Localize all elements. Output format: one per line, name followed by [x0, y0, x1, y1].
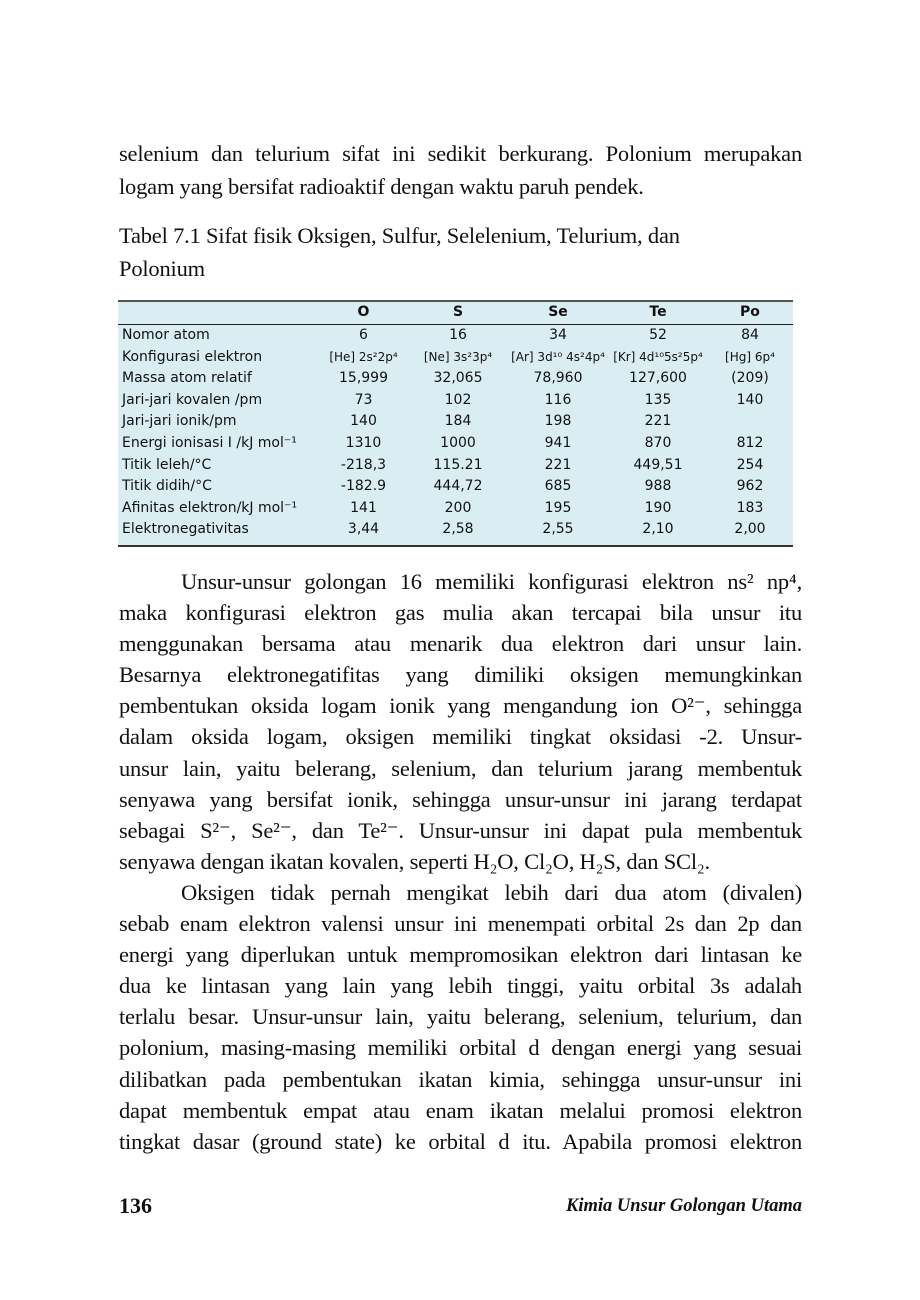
table-row: [118, 411, 793, 433]
cell: 870: [644, 434, 672, 451]
cell: [Hg] 6p⁴: [725, 349, 775, 364]
text-line: maka konfigurasi elektron gas mulia akan tercapai bila unsur itu: [119, 600, 802, 626]
text-line: dalam oksida logam, oksigen memiliki tingkat oksidasi -2. Unsur-: [119, 724, 802, 750]
text-line: senyawa yang bersifat ionik, sehingga unsur-unsur ini jarang terdapat: [119, 786, 802, 812]
cell: 190: [644, 499, 672, 516]
cell: 184: [444, 413, 472, 430]
cell: [Kr] 4d¹⁰5s²5p⁴: [613, 349, 703, 364]
header-cell-empty: [118, 302, 318, 325]
cell: 812: [736, 434, 764, 451]
text-line: dua ke lintasan yang lain yang lebih tinggi, yaitu orbital 3s adalah: [119, 973, 802, 999]
properties-table-grid: [118, 302, 793, 541]
text-line: tingkat dasar (ground state) ke orbital d itu. Apabila promosi elektron: [119, 1128, 802, 1154]
cell: [Ar] 3d¹⁰ 4s²4p⁴: [511, 349, 605, 364]
row-label: Afinitas elektron/kJ mol⁻¹: [122, 499, 298, 516]
cell: 2,00: [734, 521, 766, 538]
header-cell-se: Se: [507, 302, 609, 325]
text-line: dilibatkan pada pembentukan ikatan kimia, sehingga unsur-unsur ini: [119, 1066, 802, 1092]
text-line: Oksigen tidak pernah mengikat lebih dari dua atom (divalen): [181, 879, 802, 905]
cell: 941: [544, 434, 572, 451]
paragraph-oxygen-valence: [119, 877, 802, 1157]
cell: [Ne] 3s²3p⁴: [423, 349, 493, 364]
table-row: [118, 325, 793, 347]
cell: 34: [549, 327, 567, 343]
cell: [He] 2s²2p⁴: [329, 349, 398, 364]
cell: 3,44: [347, 521, 380, 538]
cell: 183: [736, 499, 764, 516]
text-line: Unsur-unsur golongan 16 memiliki konfigurasi elektron ns² np⁴,: [181, 569, 802, 594]
intro-paragraph: [119, 137, 802, 203]
row-label: Titik didih/°C: [122, 478, 212, 495]
cell: 84: [741, 327, 759, 343]
cell: 127,600: [629, 370, 687, 387]
cell: 115.21: [433, 456, 483, 473]
header-cell-s: S: [409, 302, 507, 325]
text-line: energi yang diperlukan untuk mempromosikan elektron dari lintasan ke: [119, 942, 802, 968]
caption-line: Tabel 7.1 Sifat fisik Oksigen, Sulfur, Selelenium, Telurium, dan: [119, 223, 680, 248]
table-caption: [119, 219, 802, 285]
text-line: terlalu besar. Unsur-unsur lain, yaitu belerang, selenium, telurium, dan: [119, 1004, 802, 1030]
cell: 254: [736, 456, 764, 473]
cell: -182.9: [340, 478, 387, 495]
table-row: [118, 368, 793, 390]
paragraph-electron-configuration: [119, 566, 802, 877]
cell: 6: [359, 327, 368, 343]
header-cell-o: O: [318, 302, 409, 325]
text-line: logam yang bersifat radioaktif dengan waktu paruh pendek.: [119, 174, 644, 199]
header-cell-po: Po: [707, 302, 793, 325]
table-row: [118, 347, 793, 369]
header-cell-te: Te: [609, 302, 707, 325]
cell: 16: [449, 327, 467, 343]
cell: -218,3: [340, 456, 387, 473]
table-row: [118, 498, 793, 520]
cell: 221: [544, 456, 572, 473]
table-header-row: [118, 302, 793, 325]
cell: 135: [644, 391, 672, 408]
cell: 449,51: [633, 456, 683, 473]
table-row: [118, 476, 793, 498]
cell: 198: [544, 413, 572, 430]
text-line: sebab enam elektron valensi unsur ini menempati orbital 2s dan 2p dan: [119, 911, 802, 937]
text-line: dapat membentuk empat atau enam ikatan melalui promosi elektron: [119, 1097, 802, 1123]
cell: 78,960: [533, 370, 583, 387]
cell: 116: [544, 391, 572, 408]
cell: 73: [354, 391, 373, 408]
page-number: 136: [119, 1193, 152, 1218]
table-row: [118, 519, 793, 541]
text-line: sebagai S²⁻, Se²⁻, dan Te²⁻. Unsur-unsur ini dapat pula membentuk: [119, 817, 802, 843]
row-label: Jari-jari kovalen /pm: [122, 391, 263, 408]
cell: 1310: [345, 434, 382, 451]
cell: 685: [544, 478, 572, 495]
cell: 2,10: [642, 521, 674, 538]
text-line: Besarnya elektronegatifitas yang dimiliki oksigen memungkinkan: [119, 662, 802, 688]
text-line: menggunakan bersama atau menarik dua elektron dari unsur lain.: [119, 631, 802, 657]
row-label: Elektronegativitas: [122, 521, 249, 538]
cell: 200: [444, 499, 472, 516]
cell: 15,999: [339, 370, 388, 387]
cell: 140: [350, 413, 377, 430]
text-line: senyawa dengan ikatan kovalen, seperti H₂O, Cl₂O, H₂S, dan SCl₂.: [119, 848, 710, 874]
table-row: [118, 390, 793, 412]
cell: 32,065: [433, 370, 483, 387]
cell: 195: [544, 499, 572, 516]
cell: 140: [736, 391, 764, 408]
cell: 141: [350, 499, 377, 516]
cell: 1000: [440, 434, 476, 451]
table-row: [118, 433, 793, 455]
cell: 988: [644, 478, 672, 495]
text-line: unsur lain, yaitu belerang, selenium, dan telurium jarang membentuk: [119, 755, 802, 781]
text-line: polonium, masing-masing memiliki orbital d dengan energi yang sesuai: [119, 1035, 802, 1061]
cell: [707, 411, 793, 433]
row-label: Jari-jari ionik/pm: [122, 413, 237, 430]
row-label: Titik leleh/°C: [122, 456, 212, 473]
cell: 2,58: [442, 521, 474, 538]
cell: (209): [731, 370, 769, 387]
running-title: Kimia Unsur Golongan Utama: [566, 1196, 802, 1216]
caption-line: Polonium: [119, 256, 205, 281]
body-text: [119, 566, 802, 1157]
cell: 221: [644, 413, 672, 430]
cell: 444,72: [433, 478, 483, 495]
text-line: pembentukan oksida logam ionik yang mengandung ion O²⁻, sehingga: [119, 693, 802, 719]
cell: 52: [649, 327, 667, 343]
text-line: selenium dan telurium sifat ini sedikit berkurang. Polonium merupakan: [119, 141, 802, 166]
table-row: [118, 455, 793, 477]
cell: 102: [444, 391, 472, 408]
properties-table: [118, 300, 793, 547]
row-label: Konfigurasi elektron: [122, 348, 263, 365]
row-label: Nomor atom: [122, 327, 210, 343]
cell: 2,55: [542, 521, 574, 538]
row-label: Energi ionisasi I /kJ mol⁻¹: [122, 434, 297, 451]
row-label: Massa atom relatif: [122, 370, 252, 387]
cell: 962: [736, 478, 764, 495]
